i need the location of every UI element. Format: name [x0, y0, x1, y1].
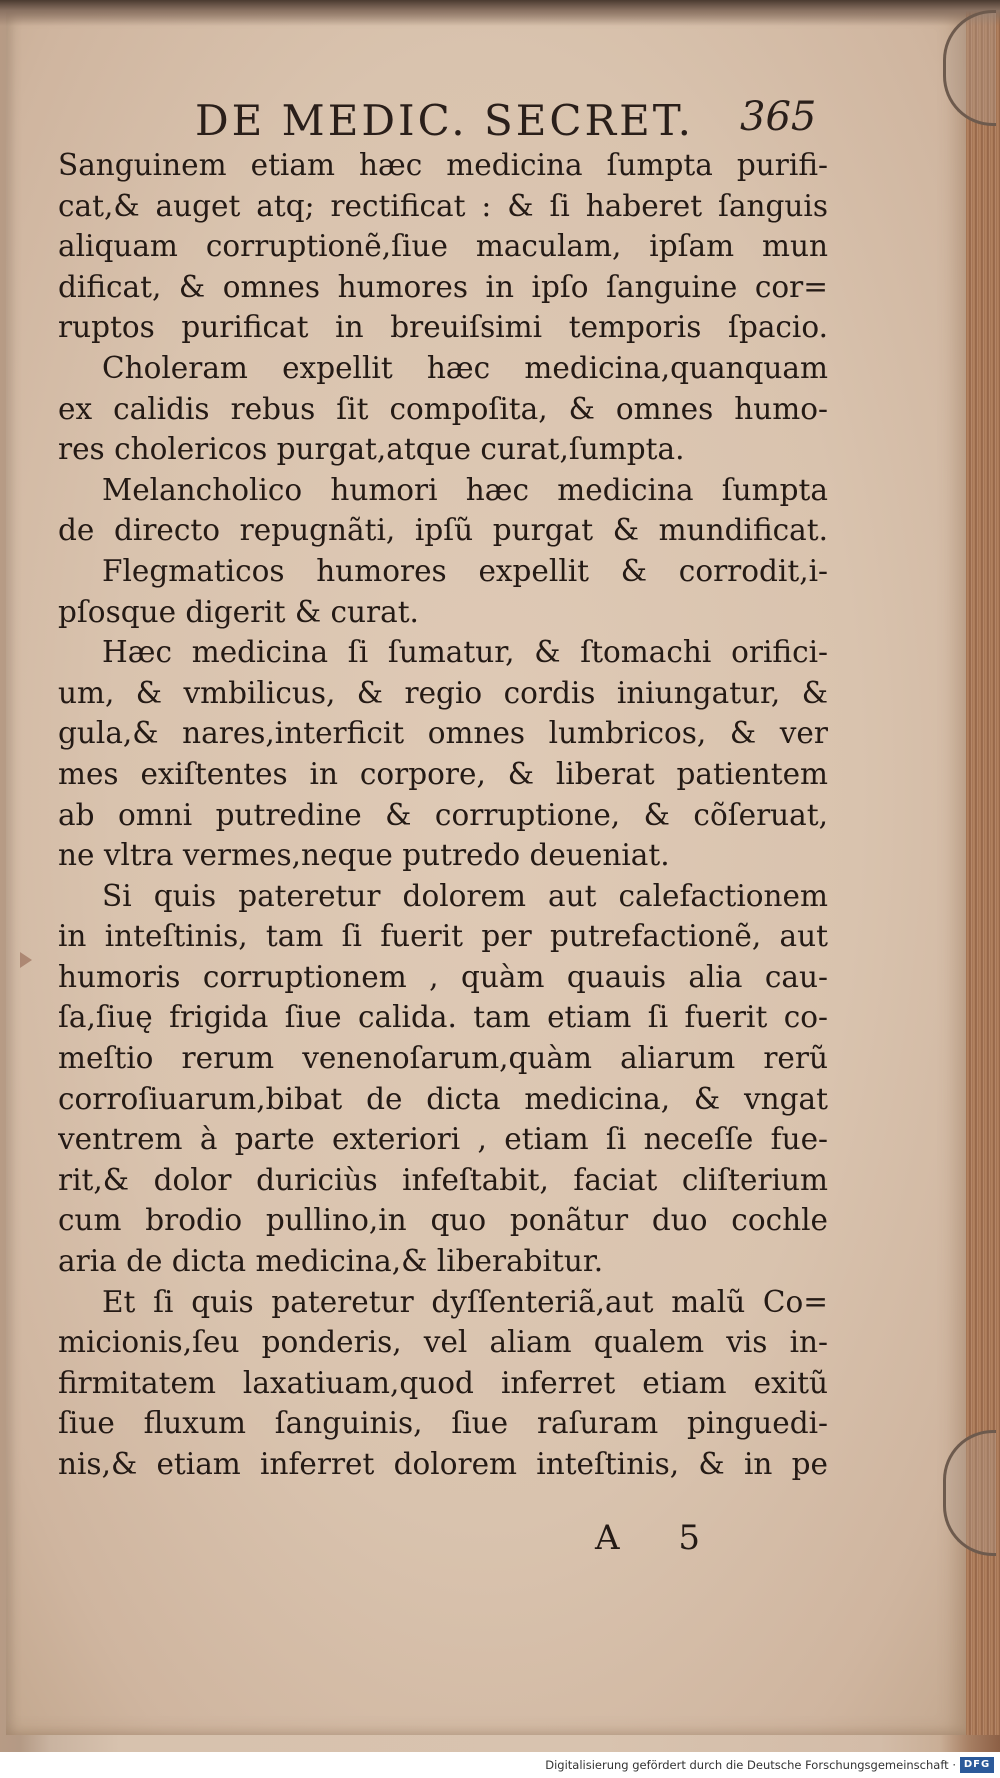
text-line: Sanguinem etiam hæc medicina ſumpta purifi- — [58, 148, 828, 182]
text-line: mes exiſtentes in corpore, & liberat patientem — [58, 756, 828, 791]
text-line: ex calidis rebus ſit compoſita, & omnes humo- — [58, 391, 828, 426]
catchword: A 5 — [595, 1518, 724, 1558]
text-line: micionis,ſeu ponderis, vel aliam qualem vis in- — [58, 1325, 828, 1360]
text-line: pſosque digerit & curat. — [58, 594, 419, 629]
text-line: meſtio rerum venenoſarum,quàm aliarum rerũ — [58, 1041, 828, 1076]
running-title: DE MEDIC. SECRET. — [195, 96, 694, 145]
text-line: de directo repugnãti, ipſũ purgat & mundificat. — [58, 513, 828, 548]
text-line: res cholericos purgat,atque curat,ſumpta. — [58, 432, 685, 467]
text-line: gula,& nares,interficit omnes lumbricos, & ver — [58, 716, 828, 751]
text-line: Melancholico humori hæc medicina ſumpta — [102, 472, 828, 507]
text-line: Choleram expellit hæc medicina,quanquam — [102, 350, 828, 385]
text-line: Si quis pateretur dolorem aut calefactionem — [102, 878, 828, 913]
page-number: 365 — [740, 94, 817, 140]
top-shadow — [0, 0, 1000, 26]
text-line: in inteſtinis, tam ſi fuerit per putrefactionẽ, aut — [58, 919, 828, 954]
text-line: cum brodio pullino,in quo ponãtur duo cochle — [58, 1203, 828, 1238]
text-line: Flegmaticos humores expellit & corrodit,i- — [102, 553, 828, 588]
text-line: Hæc medicina ſi ſumatur, & ſtomachi orifici- — [102, 635, 828, 670]
funding-credit: Digitalisierung gefördert durch die Deutsche Forschungsgemeinschaft · — [545, 1758, 956, 1772]
text-line: ne vltra vermes,neque putredo deueniat. — [58, 838, 670, 873]
text-line: ſa,ſiuę frigida ſiue calida. tam etiam ſi fuerit co- — [58, 1000, 828, 1035]
text-line: aliquam corruptionẽ,ſiue maculam, ipſam mun — [58, 229, 828, 264]
dfg-logo: DFG — [960, 1757, 994, 1773]
text-line: cat,& auget atq; rectificat : & ſi haberet ſanguis — [58, 188, 828, 223]
text-line: rit,& dolor duriciùs infeſtabit, faciat cliſterium — [58, 1162, 828, 1197]
text-line: um, & vmbilicus, & regio cordis iniungatur, & — [58, 675, 828, 710]
margin-mark-icon — [20, 952, 32, 968]
text-line: ventrem à parte exteriori , etiam ſi neceſſe fue- — [58, 1122, 828, 1157]
text-line: ab omni putredine & corruptione, & cõſeruat, — [58, 797, 828, 832]
text-line: firmitatem laxatiuam,quod inferret etiam exitũ — [58, 1365, 828, 1400]
text-line: aria de dicta medicina,& liberabitur. — [58, 1244, 604, 1279]
text-line: dificat, & omnes humores in ipſo ſanguine cor= — [58, 269, 828, 304]
text-line: Et ſi quis pateretur dyſſenteriã,aut malũ Co= — [102, 1284, 828, 1319]
text-line: ſiue fluxum ſanguinis, ſiue raſuram pinguedi- — [58, 1406, 828, 1441]
text-line: corroſiuarum,bibat de dicta medicina, & vngat — [58, 1081, 828, 1116]
text-line: humoris corruptionem , quàm quauis alia cau- — [58, 959, 828, 994]
text-line: nis,& etiam inferret dolorem inteſtinis, & in pe — [58, 1447, 828, 1481]
body-text — [58, 145, 828, 1485]
text-line: ruptos purificat in breuiſsimi temporis ſpacio. — [58, 310, 828, 345]
